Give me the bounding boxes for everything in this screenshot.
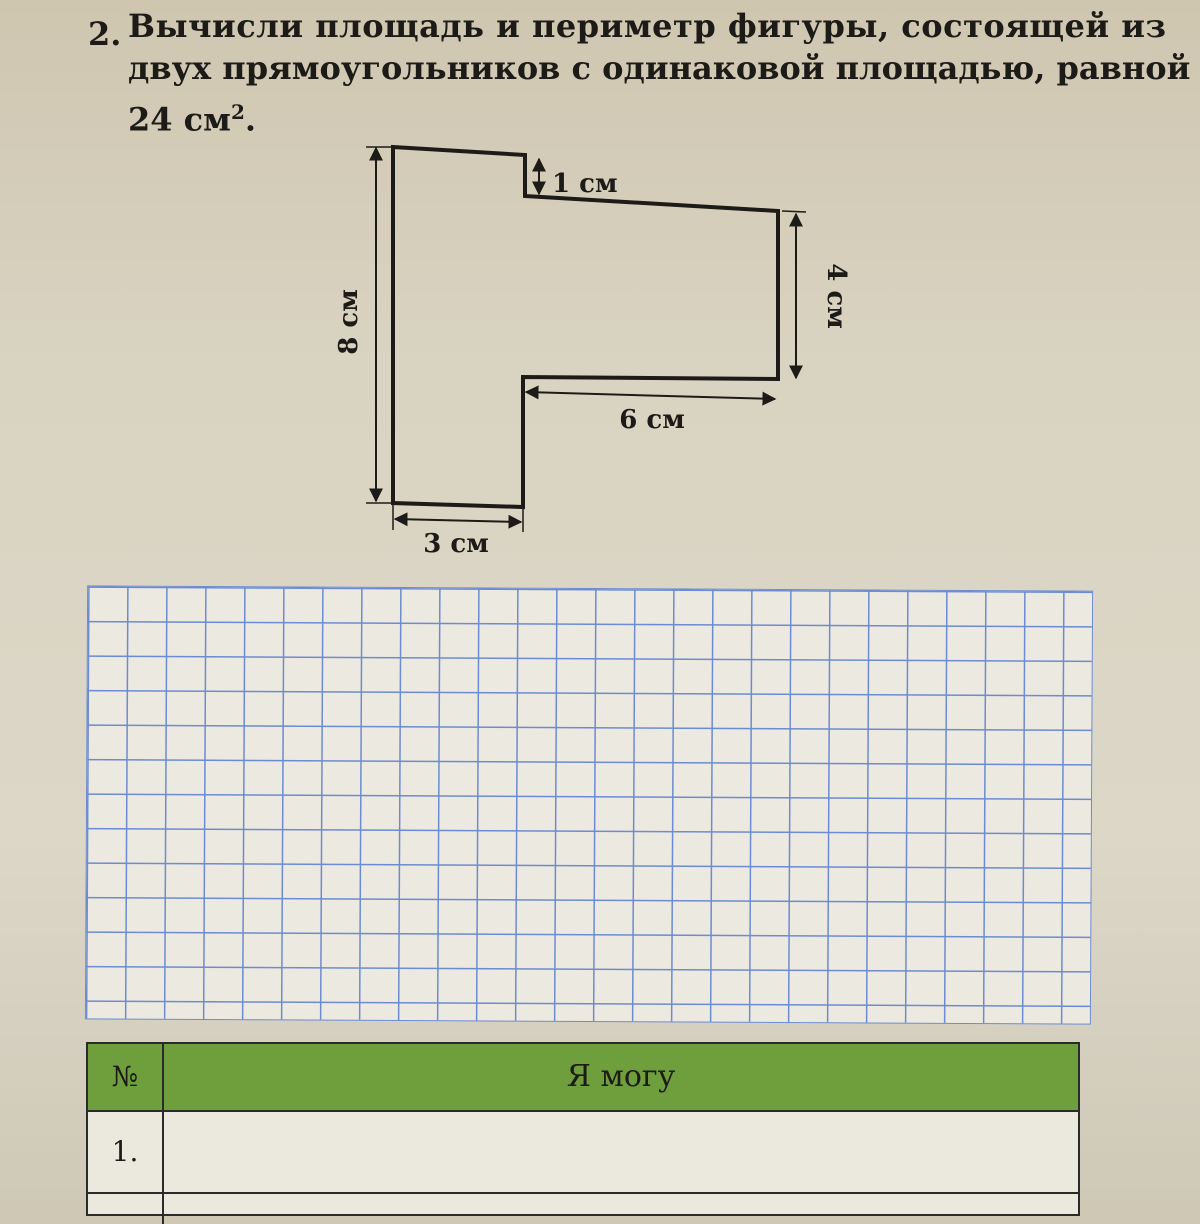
table-row	[88, 1112, 1078, 1194]
task-text-line-2: двух прямоугольников с одинаковой площадью, равной	[128, 49, 1191, 87]
task-area-period: .	[244, 100, 257, 139]
table-row	[88, 1194, 164, 1224]
dimension-right-label: 4 см	[821, 263, 851, 329]
composite-shape-outline	[393, 147, 778, 507]
dimension-top-label: 1 см	[552, 169, 618, 199]
skills-table	[86, 1042, 1080, 1216]
graph-paper-grid[interactable]	[85, 585, 1093, 1024]
dimension-bottom-label: 3 см	[423, 529, 489, 559]
task-area-value: 24 см	[128, 100, 231, 139]
figure-diagram	[0, 0, 1200, 600]
task-text-line-1: Вычисли площадь и периметр фигуры, состоящей из	[128, 7, 1167, 45]
row-number: 1.	[88, 1112, 164, 1192]
dimension-middle-label: 6 см	[619, 405, 685, 435]
header-i-can: Я могу	[566, 1059, 676, 1094]
dimension-left-label: 8 см	[334, 289, 364, 355]
dimension-bottom-arrow	[395, 519, 521, 522]
skills-table-header	[88, 1044, 1078, 1112]
task-number: 2.	[88, 15, 122, 53]
task-area-exponent: 2	[230, 100, 245, 124]
dimension-middle-arrow	[526, 392, 775, 399]
header-number: №	[88, 1044, 164, 1110]
